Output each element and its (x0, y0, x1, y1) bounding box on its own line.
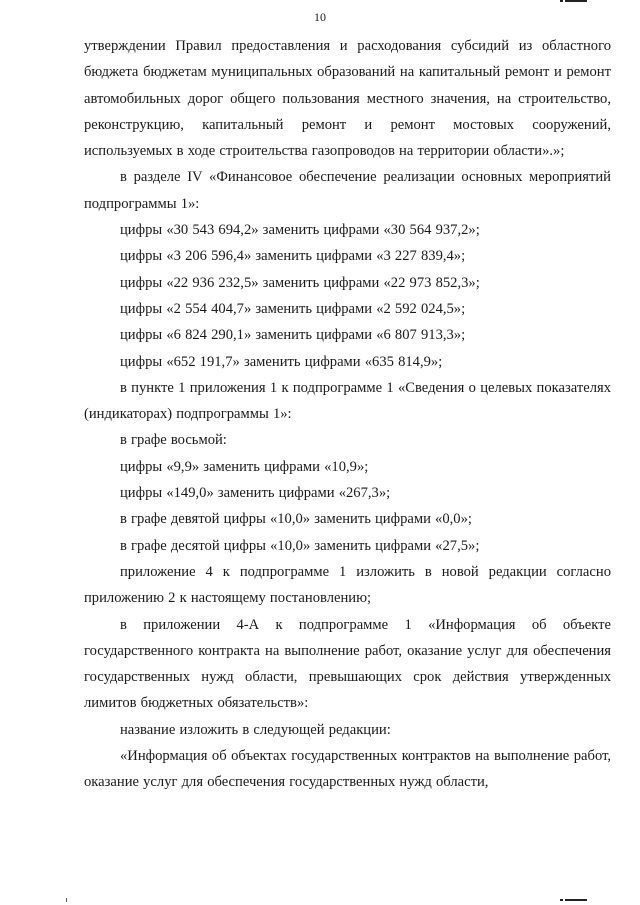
scan-speck (66, 898, 67, 902)
paragraph-2: в разделе IV «Финансовое обеспечение реализации основных мероприятий подпрограммы 1»: (84, 169, 611, 212)
paragraph-13: в графе девятой цифры «10,0» заменить цифрами «0,0»; (120, 511, 472, 528)
scan-mark-top (565, 0, 587, 5)
paragraph-7: цифры «6 824 290,1» заменить цифрами «6 807 913,3»; (120, 327, 466, 344)
paragraph-16: в приложении 4-А к подпрограмме 1 «Информация об объекте государственного контракта на выполнение работ, оказание услуг для обеспечения государственных нужд области, превышающих срок действия утвержденных лимитов бюджетных обязательств»: (84, 616, 611, 712)
paragraph-12: цифры «149,0» заменить цифрами «267,3»; (120, 485, 391, 502)
scan-mark-bottom (565, 899, 587, 903)
paragraph-5: цифры «22 936 232,5» заменить цифрами «22 973 852,3»; (120, 274, 480, 291)
paragraph-6: цифры «2 554 404,7» заменить цифрами «2 592 024,5»; (120, 300, 466, 317)
paragraph-4: цифры «3 206 596,4» заменить цифрами «3 227 839,4»; (120, 248, 466, 265)
paragraph-10: в графе восьмой: (120, 432, 227, 449)
paragraph-1: утверждении Правил предоставления и расходования субсидий из областного бюджета бюджетам муниципальных образований на капитальный ремонт и ремонт автомобильных дорог общего пользования местного значения, на строительство, реконструкцию, капитальный ремонт и ремонт мостовых сооружений, используемых в ходе строительства газопроводов на территории области».»; (84, 38, 611, 160)
paragraph-15: приложение 4 к подпрограмме 1 изложить в новой редакции согласно приложению 2 к настоящему постановлению; (84, 563, 611, 607)
paragraph-11: цифры «9,9» заменить цифрами «10,9»; (120, 458, 369, 475)
paragraph-3: цифры «30 543 694,2» заменить цифрами «30 564 937,2»; (120, 222, 480, 239)
document-body (84, 33, 611, 796)
paragraph-18: «Информация об объектах государственных контрактов на выполнение работ, оказание услуг для обеспечения государственных нужд области, (84, 748, 611, 791)
paragraph-9: в пункте 1 приложения 1 к подпрограмме 1 «Сведения о целевых показателях (индикаторах) подпрограммы 1»: (84, 379, 611, 423)
paragraph-14: в графе десятой цифры «10,0» заменить цифрами «27,5»; (120, 537, 480, 554)
paragraph-8: цифры «652 191,7» заменить цифрами «635 814,9»; (120, 353, 443, 370)
paragraph-17: название изложить в следующей редакции: (120, 721, 391, 738)
page-number: 10 (314, 10, 326, 24)
